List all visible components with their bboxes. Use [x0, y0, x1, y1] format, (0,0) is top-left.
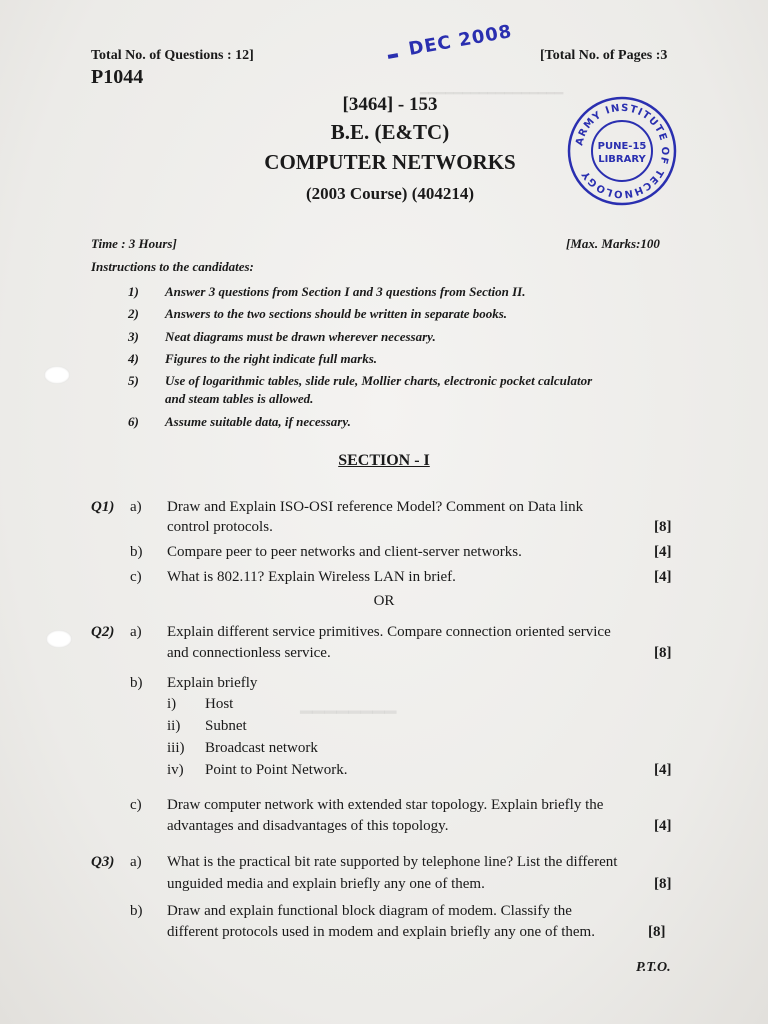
instruction-text-cont: and steam tables is allowed.	[165, 391, 314, 406]
instruction-number: 4)	[128, 351, 139, 366]
punch-hole	[46, 630, 72, 648]
question-text: Explain different service primitives. Compare connection oriented service	[167, 624, 611, 640]
marks: [8]	[654, 519, 672, 535]
pto-note: P.T.O.	[636, 960, 671, 975]
instruction-number: 3)	[128, 329, 139, 344]
list-number: ii)	[167, 718, 181, 734]
or-separator: OR	[373, 593, 395, 609]
total-pages: [Total No. of Pages :3	[540, 48, 668, 63]
subquestion-label: b)	[130, 544, 143, 560]
question-label: Q2)	[91, 624, 115, 640]
subquestion-label: a)	[130, 854, 142, 870]
section-heading: SECTION - I	[338, 452, 430, 469]
question-text: What is 802.11? Explain Wireless LAN in brief.	[167, 569, 456, 585]
list-number: i)	[167, 696, 177, 712]
instruction-text: Use of logarithmic tables, slide rule, Mollier charts, electronic pocket calculator	[165, 373, 593, 388]
question-text: control protocols.	[167, 519, 273, 535]
instruction-text: Answers to the two sections should be written in separate books.	[165, 306, 508, 321]
marks: [4]	[654, 569, 672, 585]
exam-time: Time : 3 Hours]	[91, 236, 177, 251]
list-number: iv)	[167, 762, 184, 778]
subquestion-label: a)	[130, 624, 142, 640]
max-marks: [Max. Marks:100	[566, 236, 660, 251]
instructions-heading: Instructions to the candidates:	[91, 259, 254, 274]
date-stamp: DEC 2008	[406, 21, 514, 60]
question-label: Q3)	[91, 854, 115, 870]
subquestion-label: b)	[130, 903, 143, 919]
course-code: (2003 Course) (404214)	[305, 184, 475, 203]
question-text: What is the practical bit rate supported by telephone line? List the different	[167, 854, 618, 870]
instruction-number: 5)	[128, 373, 139, 388]
question-text: Draw computer network with extended star topology. Explain briefly the	[167, 797, 604, 813]
subquestion-label: a)	[130, 499, 142, 515]
svg-text:LIBRARY: LIBRARY	[598, 154, 646, 165]
subquestion-label: b)	[130, 675, 143, 691]
question-text: different protocols used in modem and explain briefly any one of them.	[167, 924, 595, 940]
subject-title: COMPUTER NETWORKS	[264, 150, 516, 174]
show-through: ━━━━━━━━	[300, 702, 397, 724]
question-text: and connectionless service.	[167, 645, 331, 661]
question-text: Explain briefly	[167, 675, 258, 691]
paper-code: [3464] - 153	[342, 94, 438, 115]
instruction-number: 6)	[128, 414, 139, 429]
list-item: Broadcast network	[205, 740, 318, 756]
subquestion-label: c)	[130, 569, 142, 585]
marks: [4]	[654, 818, 672, 834]
degree: B.E. (E&TC)	[330, 120, 450, 144]
stamp-dash	[388, 53, 399, 59]
question-text: advantages and disadvantages of this topology.	[167, 818, 449, 834]
library-seal-icon	[566, 95, 678, 207]
instruction-text: Figures to the right indicate full marks.	[165, 351, 378, 366]
instruction-text: Assume suitable data, if necessary.	[165, 414, 351, 429]
marks: [8]	[648, 924, 666, 940]
list-item: Point to Point Network.	[205, 762, 348, 778]
question-text: unguided media and explain briefly any one of them.	[167, 876, 485, 892]
question-text: Compare peer to peer networks and client-server networks.	[167, 544, 522, 560]
list-number: iii)	[167, 740, 185, 756]
svg-text:PUNE-15: PUNE-15	[597, 141, 647, 152]
punch-hole	[44, 366, 70, 384]
instruction-text: Answer 3 questions from Section I and 3 questions from Section II.	[165, 284, 526, 299]
question-text: Draw and explain functional block diagram of modem. Classify the	[167, 903, 572, 919]
paper-id: P1044	[91, 66, 144, 88]
marks: [8]	[654, 645, 672, 661]
total-questions: Total No. of Questions : 12]	[91, 48, 254, 63]
instruction-number: 2)	[128, 306, 139, 321]
marks: [4]	[654, 544, 672, 560]
marks: [4]	[654, 762, 672, 778]
marks: [8]	[654, 876, 672, 892]
instruction-text: Neat diagrams must be drawn wherever necessary.	[165, 329, 436, 344]
svg-text:ARMY INSTITUTE OF TECHNOLOGY: ARMY INSTITUTE OF TECHNOLOGY	[574, 102, 671, 200]
instruction-number: 1)	[128, 284, 139, 299]
list-item: Host	[205, 696, 234, 712]
show-through: ━━━━━━━━━━━━━━━━━	[420, 87, 564, 102]
question-text: Draw and Explain ISO-OSI reference Model? Comment on Data link	[167, 499, 584, 515]
subquestion-label: c)	[130, 797, 142, 813]
question-label: Q1)	[91, 499, 115, 515]
list-item: Subnet	[205, 718, 247, 734]
